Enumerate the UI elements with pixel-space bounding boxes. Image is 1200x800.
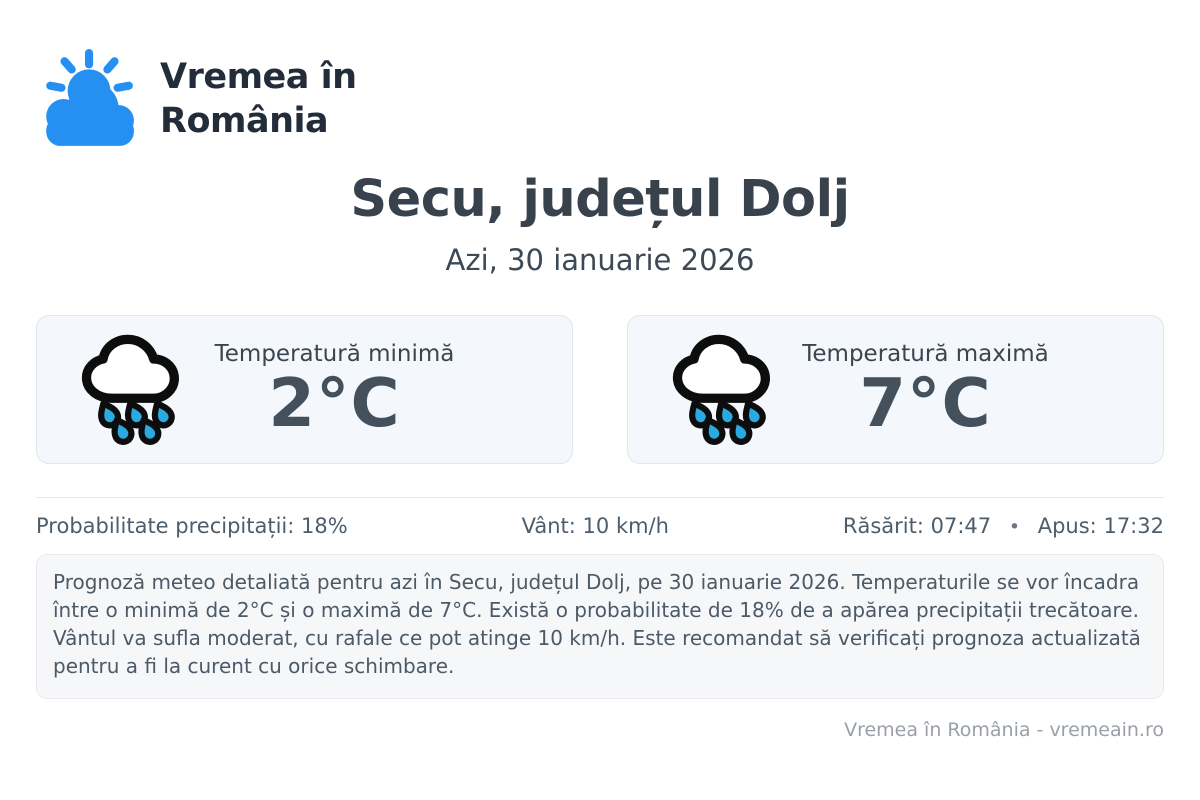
bullet-separator: • <box>1008 516 1021 538</box>
sunrise-value: 07:47 <box>930 514 992 538</box>
wind-label: Vânt: <box>521 514 576 538</box>
date-subtitle: Azi, 30 ianuarie 2026 <box>445 243 755 277</box>
temp-max-value: 7°C <box>859 363 992 442</box>
rain-cloud-icon <box>662 332 786 448</box>
temp-max-text <box>742 340 1049 442</box>
temp-min-label: Temperatură minimă <box>214 340 455 367</box>
wind-stat <box>522 514 669 538</box>
wind-value: 10 km/h <box>582 514 669 538</box>
sunset-value: 17:32 <box>1103 514 1164 538</box>
brand-name <box>160 55 357 143</box>
stats-row <box>36 514 1164 538</box>
divider <box>36 497 1164 498</box>
brand-name-line2: România <box>160 101 329 141</box>
rain-cloud-icon <box>71 332 195 448</box>
temp-min-card <box>36 315 573 464</box>
temperature-cards <box>36 315 1164 464</box>
sun-times-stat <box>843 514 1164 538</box>
page-title: Secu, județul Dolj <box>350 170 850 229</box>
sunset-label: Apus: <box>1037 514 1097 538</box>
sun-behind-cloud-icon <box>36 46 138 152</box>
temp-max-card <box>627 315 1164 464</box>
sunrise-label: Răsărit: <box>842 514 924 538</box>
precipitation-label: Probabilitate precipitații: <box>36 514 295 538</box>
temp-min-text <box>155 340 455 442</box>
footer-credit: Vremea în România - vremeain.ro <box>844 719 1164 741</box>
forecast-summary: Prognoză meteo detaliată pentru azi în Secu, județul Dolj, pe 30 ianuarie 2026. Temperaturile se vor încadra între o minimă de 2°C și o maximă de 7°C. Există o probabilitate de 18% de a apărea precipitații trecătoare. Vântul va sufla moderat, cu rafale ce pot atinge 10 km/h. Este recomandat să verificați prognoza actualizată pentru a fi la curent cu orice schimbare. <box>36 554 1164 699</box>
temp-min-value: 2°C <box>268 363 401 442</box>
precipitation-value: 18% <box>301 514 348 538</box>
temp-max-label: Temperatură maximă <box>802 340 1049 367</box>
precipitation-stat <box>36 514 348 538</box>
brand-name-line1: Vremea în <box>160 56 357 97</box>
brand-header <box>36 46 1164 152</box>
